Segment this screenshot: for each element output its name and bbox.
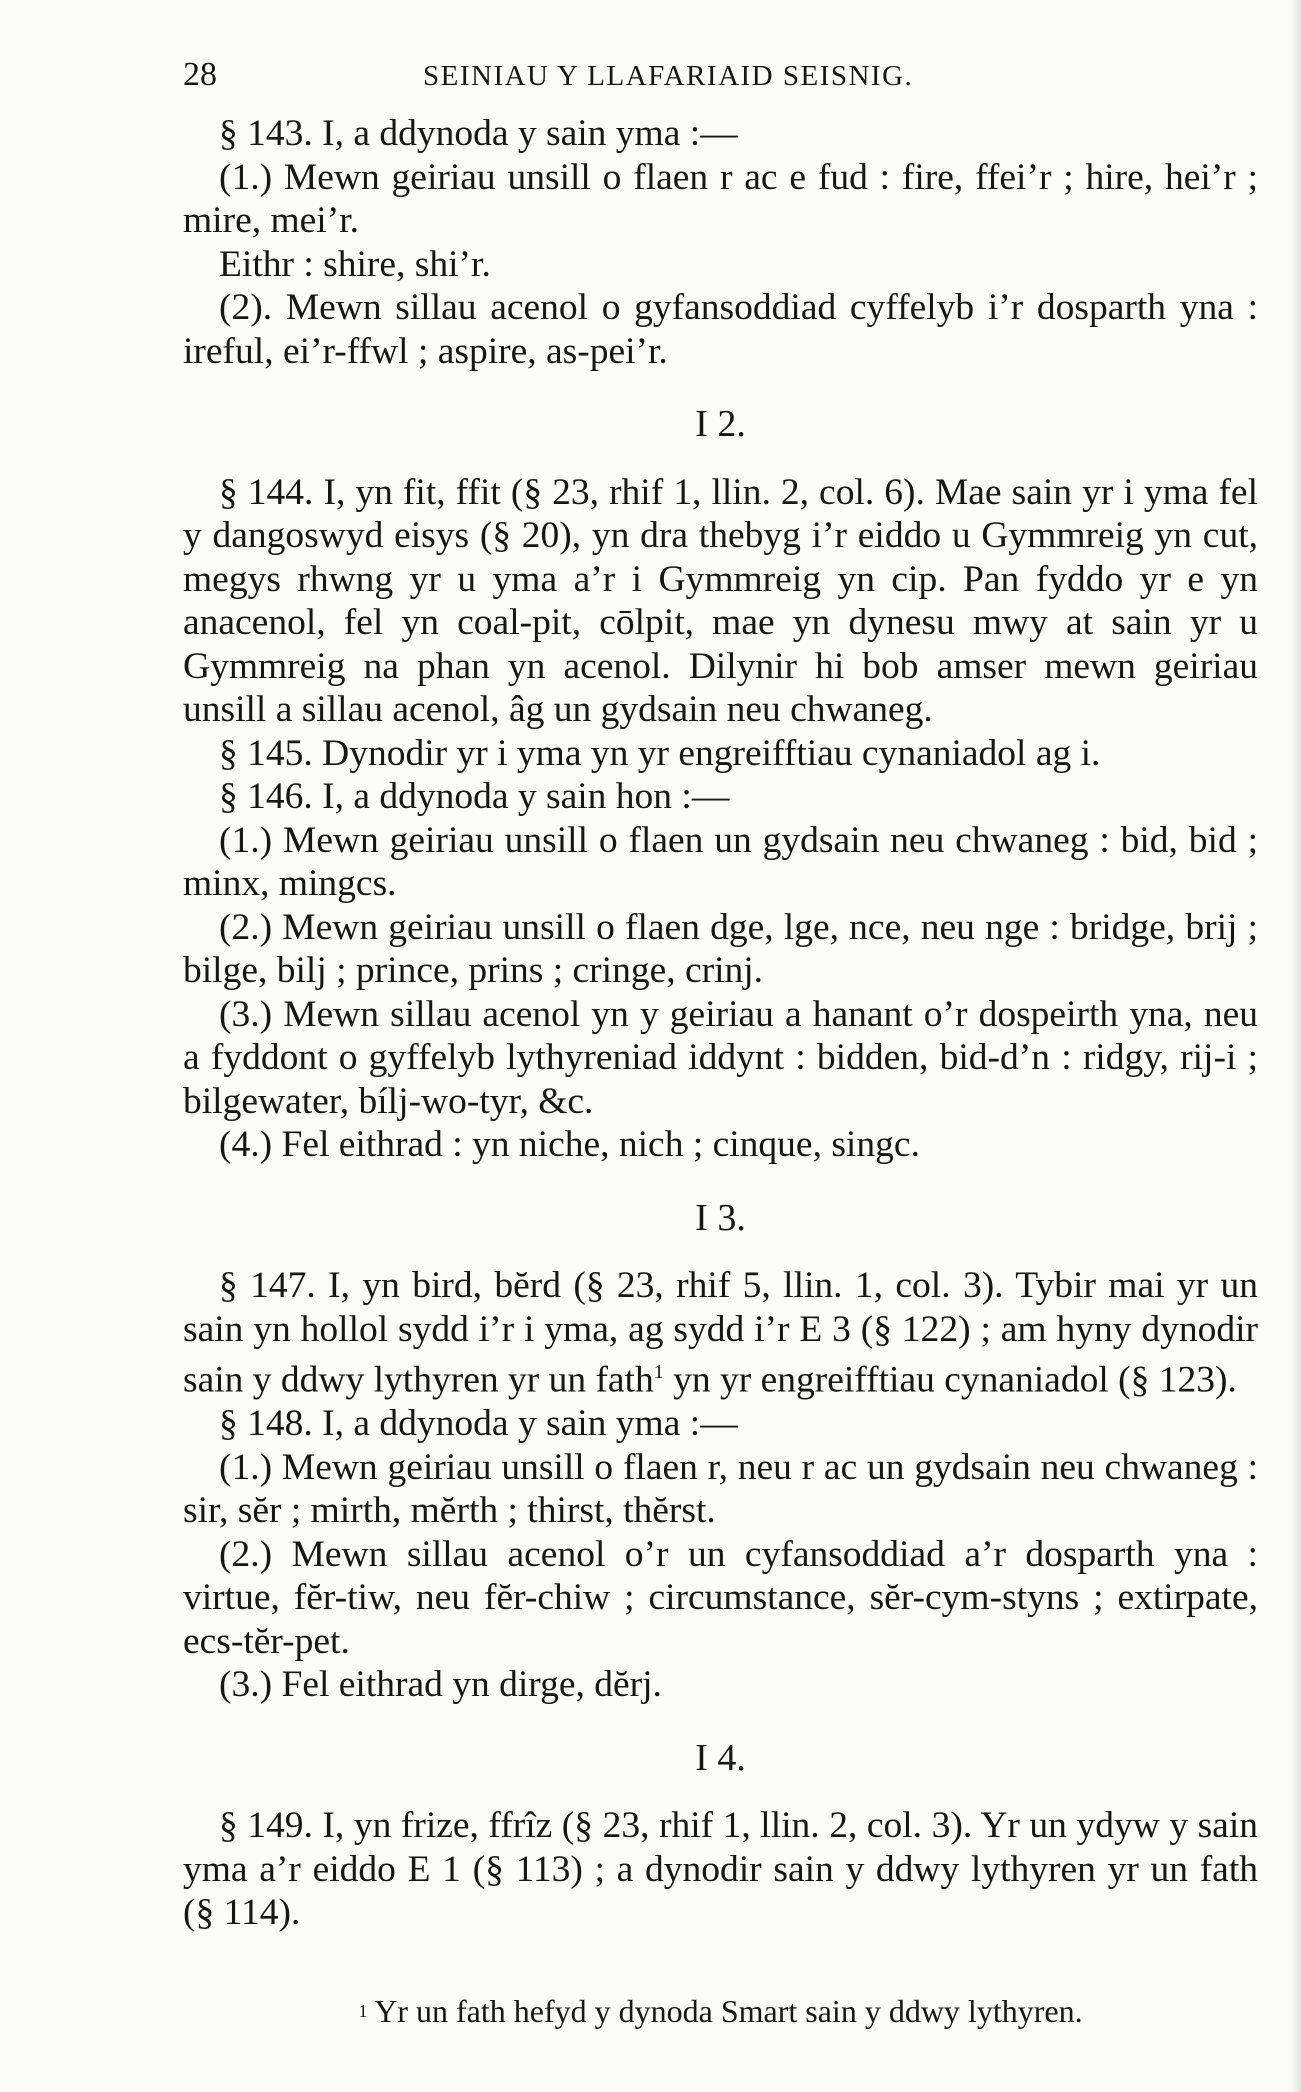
section-146-item-3: (3.) Mewn sillau acenol yn y geiriau a hanant o’r dospeirth yna, neu a fyddont o gyffelyb lythyreniad iddynt : bidden, bid-d’n : ridgy, rij-i ; bilgewater, bílj-wo-tyr, &c. <box>183 993 1258 1122</box>
section-149: § 149. I, yn frize, ffrîz (§ 23, rhif 1, llin. 2, col. 3). Yr un ydyw y sain yma a’r eiddo E 1 (§ 113) ; a dynodir sain y ddwy lythyren yr un fath (§ 114). <box>183 1805 1258 1933</box>
running-title: SEINIAU Y LLAFARIAID SEISNIG. <box>423 60 914 92</box>
subheading-i2: I 2. <box>695 403 746 445</box>
book-page <box>183 56 1258 2031</box>
footnote <box>183 1991 1258 2031</box>
section-146: § 146. I, a ddynoda y sain hon :— <box>219 776 730 817</box>
subheading-i4: I 4. <box>695 1736 746 1779</box>
section-143-exception: Eithr : shire, shi’r. <box>219 243 491 285</box>
section-148-item-3: (3.) Fel eithrad yn dirge, dĕrj. <box>219 1664 662 1705</box>
section-146-item-2: (2.) Mewn geiriau unsill o flaen dge, lge, nce, neu nge : bridge, brij ; bilge, bilj ; prince, prins ; cringe, crinj. <box>183 906 1258 991</box>
page-number: 28 <box>183 56 217 93</box>
section-147-text-b: yn yr engreifftiau cynaniadol (§ 123). <box>663 1359 1237 1401</box>
section-146-item-1: (1.) Mewn geiriau unsill o flaen un gydsain neu chwaneg : bid, bid ; minx, mingcs. <box>183 819 1258 904</box>
section-143-item-2: (2). Mewn sillau acenol o gyfansoddiad cyffelyb i’r dosparth yna : ireful, ei’r-ffwl ; aspire, as-pei’r. <box>183 287 1258 372</box>
section-144: § 144. I, yn fit, ffit (§ 23, rhif 1, llin. 2, col. 6). Mae sain yr i yma fel y dangoswyd eisys (§ 20), yn dra thebyg i’r eiddo u Gymmreig yn cut, megys rhwng yr u yma a’r i Gymmreig yn cip. Pan fyddo yr e yn anacenol, fel yn coal-pit, cōlpit, mae yn dynesu mwy at sain yr u Gymmreig na phan yn acenol. Dilynir hi bob amser mewn geiriau unsill a sillau acenol, âg un gydsain neu chwaneg. <box>183 471 1258 730</box>
section-148-item-1: (1.) Mewn geiriau unsill o flaen r, neu r ac un gydsain neu chwaneg : sir, sĕr ; mirth, mĕrth ; thirst, thĕrst. <box>183 1446 1258 1531</box>
body-text <box>183 112 1258 1935</box>
section-148-item-2: (2.) Mewn sillau acenol o’r un cyfansoddiad a’r dosparth yna : virtue, fĕr-tiw, neu fĕr-chiw ; circumstance, sĕr-cym-styns ; extirpate, ecs-tĕr-pet. <box>183 1533 1258 1662</box>
running-header <box>183 56 1258 112</box>
footnote-marker: 1 <box>358 2000 368 2021</box>
page-edge-shadow <box>1291 0 1301 2092</box>
section-143: § 143. I, a ddynoda y sain yma :— <box>219 113 738 154</box>
section-146-item-4: (4.) Fel eithrad : yn niche, nich ; cinque, singc. <box>219 1124 920 1165</box>
footnote-text: Yr un fath hefyd y dynoda Smart sain y ddwy lythyren. <box>374 1992 1083 2029</box>
footnote-reference: 1 <box>653 1361 664 1383</box>
section-147 <box>183 1264 1258 1402</box>
section-147-text-a: § 147. I, yn bird, bĕrd (§ 23, rhif 5, llin. 1, col. 3). Tybir mai yr un sain yn hollol sydd i’r i yma, ag sydd i’r E 3 (§ 122) ; am hyny dynodir sain y ddwy lythyren yr un fath <box>183 1265 1258 1401</box>
subheading-i3: I 3. <box>695 1196 746 1239</box>
section-143-item-1: (1.) Mewn geiriau unsill o flaen r ac e fud : fire, ffei’r ; hire, hei’r ; mire, mei’r. <box>183 156 1258 241</box>
section-145: § 145. Dynodir yr i yma yn yr engreifftiau cynaniadol ag i. <box>219 732 1101 774</box>
section-148: § 148. I, a ddynoda y sain yma :— <box>219 1403 738 1444</box>
